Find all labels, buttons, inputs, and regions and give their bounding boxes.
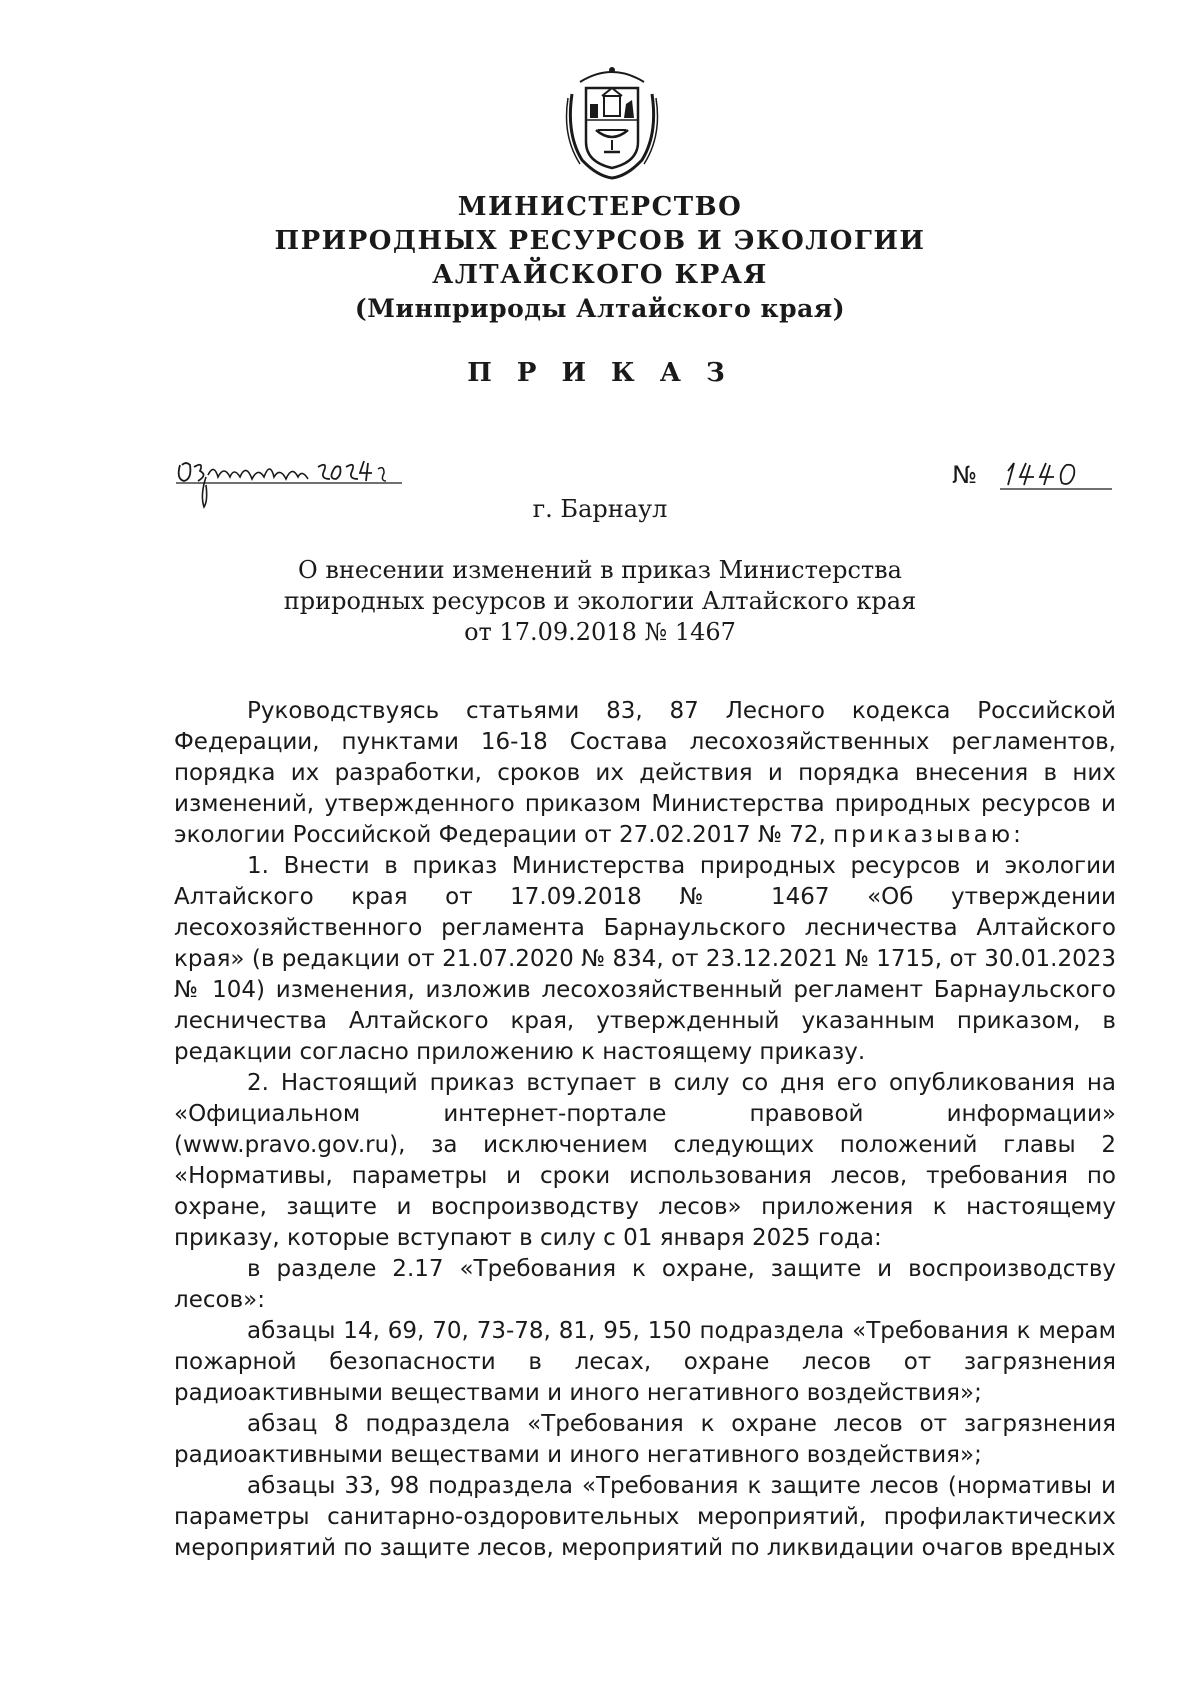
section-reference-paragraph: в разделе 2.17 «Требования к охране, защите и воспроизводству лесов»: bbox=[174, 1256, 1116, 1313]
title-line-1: О внесении изменений в приказ Министерства bbox=[298, 556, 902, 584]
coat-of-arms-icon bbox=[562, 64, 662, 180]
handwritten-number bbox=[1000, 457, 1112, 497]
order-number bbox=[952, 457, 1114, 497]
paragraph-list-b: абзац 8 подраздела «Требования к охране лесов от загрязнения радиоактивными веществами и иного негативного воздействия»; bbox=[174, 1411, 1116, 1468]
city-name: г. Барнаул bbox=[532, 495, 668, 523]
paragraph-list-a: абзацы 14, 69, 70, 73-78, 81, 95, 150 подраздела «Требования к мерам пожарной безопасности в лесах, охране лесов от загрязнения радиоактивными веществами и иного негативного воздействия»; bbox=[174, 1318, 1116, 1406]
ministry-name-line-3: АЛТАЙСКОГО КРАЯ bbox=[432, 260, 768, 290]
prikazyvayu-word: приказываю: bbox=[833, 822, 1024, 848]
document-body bbox=[174, 696, 1116, 1564]
title-line-3: от 17.09.2018 № 1467 bbox=[464, 618, 736, 646]
document-type: П Р И К А З bbox=[467, 358, 733, 388]
number-sign: № bbox=[952, 461, 977, 489]
paragraph-list-c: абзацы 33, 98 подраздела «Требования к защите лесов (нормативы и параметры санитарно-оздоровительных мероприятий, профилактических мероприятий по защите лесов, мероприятий по ликвидации очагов вредных bbox=[174, 1473, 1116, 1561]
item-2-paragraph: 2. Настоящий приказ вступает в силу со дня его опубликования на «Официальном интернет-портале правовой информации» (www.pravo.gov.ru), за исключением следующих положений главы 2 «Нормативы, параметры и сроки использования лесов, требования по охране, защите и воспроизводству лесов» приложения к настоящему приказу, которые вступают в силу с 01 января 2025 года: bbox=[174, 1070, 1116, 1251]
ministry-header bbox=[0, 190, 1200, 326]
ministry-short-name: (Минприроды Алтайского края) bbox=[354, 294, 846, 323]
title-line-2: природных ресурсов и экологии Алтайского края bbox=[283, 587, 917, 615]
preamble-text: Руководствуясь статьями 83, 87 Лесного кодекса Российской Федерации, пунктами 16-18 Состава лесохозяйственных регламентов, порядка их разработки, сроков их действия и порядка внесения в них изменений, утвержденного приказом Министерства природных ресурсов и экологии Российской Федерации от 27.02.2017 № 72, bbox=[174, 698, 1116, 848]
item-1-paragraph: 1. Внести в приказ Министерства природных ресурсов и экологии Алтайского края от 17.09.2018 № 1467 «Об утверждении лесохозяйственного регламента Барнаульского лесничества Алтайского края» (в редакции от 21.07.2020 № 834, от 23.12.2021 № 1715, от 30.01.2023 № 104) изменения, изложив лесохозяйственный регламент Барнаульского лесничества Алтайского края, утвержденный указанным приказом, в редакции согласно приложению к настоящему приказу. bbox=[174, 853, 1116, 1065]
document-title bbox=[0, 555, 1200, 648]
ministry-name-line-1: МИНИСТЕРСТВО bbox=[457, 192, 743, 222]
preamble-paragraph bbox=[174, 696, 1116, 851]
ministry-name-line-2: ПРИРОДНЫХ РЕСУРСОВ И ЭКОЛОГИИ bbox=[274, 226, 926, 256]
